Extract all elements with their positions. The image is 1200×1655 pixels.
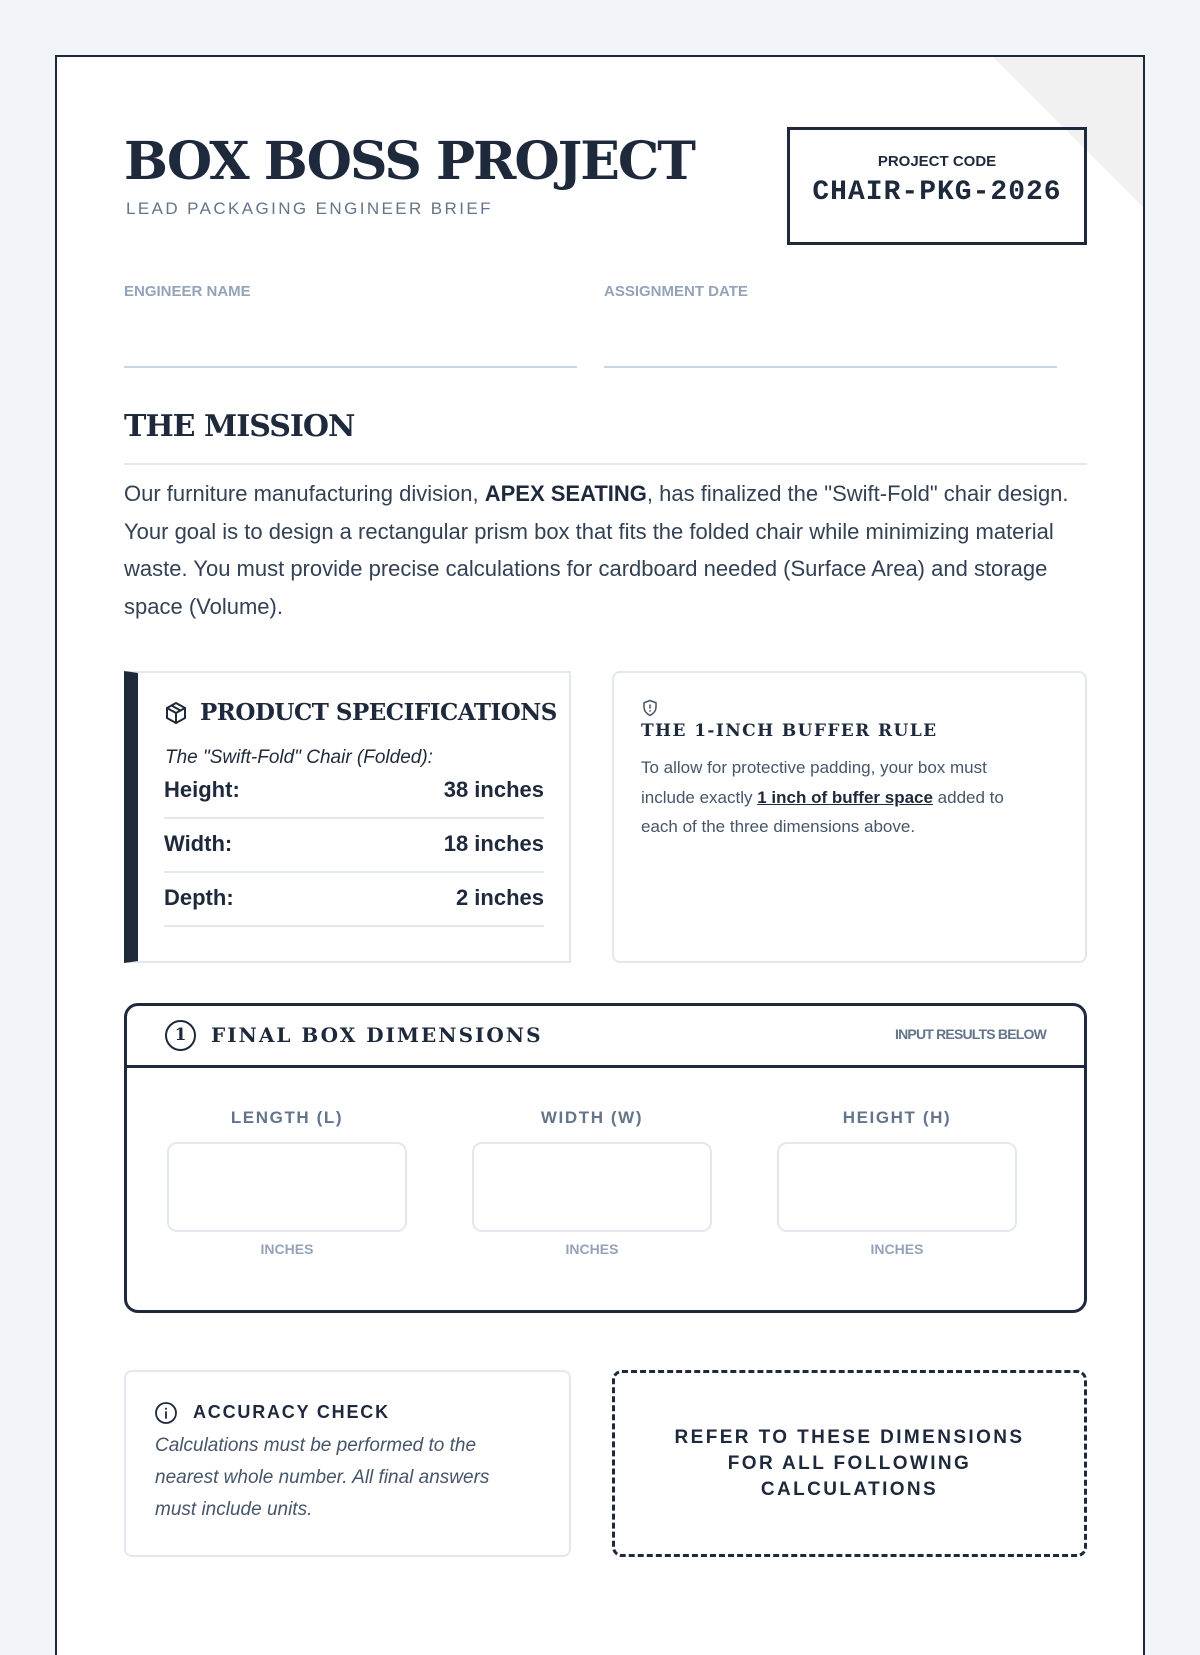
cube-icon bbox=[164, 701, 188, 725]
mission-heading: THE MISSION bbox=[124, 409, 355, 444]
refer-dimensions-note bbox=[612, 1370, 1087, 1557]
step-number-badge: 1 bbox=[165, 1020, 196, 1051]
buffer-text-part: To allow for protective padding, your box must include exactly bbox=[641, 758, 987, 807]
shield-icon bbox=[641, 699, 659, 717]
worksheet-page bbox=[55, 55, 1145, 1655]
spec-label: Height: bbox=[164, 777, 240, 802]
assignment-date-label: ASSIGNMENT DATE bbox=[604, 283, 748, 300]
assignment-date-field[interactable] bbox=[604, 366, 1057, 368]
mission-company: APEX SEATING bbox=[484, 481, 647, 506]
project-code-value: CHAIR-PKG-2026 bbox=[812, 177, 1062, 208]
height-column bbox=[777, 1068, 1017, 1257]
spec-label: Width: bbox=[164, 831, 233, 856]
buffer-highlight: 1 inch of buffer space bbox=[757, 787, 933, 807]
buffer-rule-text bbox=[641, 753, 1041, 842]
page-title: BOX BOSS PROJECT bbox=[124, 131, 694, 192]
buffer-rule-card bbox=[612, 671, 1087, 963]
accuracy-check-title: ACCURACY CHECK bbox=[193, 1402, 390, 1422]
dimensions-header bbox=[127, 1006, 1084, 1068]
spec-value: 18 inches bbox=[443, 831, 544, 856]
mission-divider bbox=[124, 463, 1087, 465]
spec-title: PRODUCT SPECIFICATIONS bbox=[200, 699, 557, 726]
project-code-box bbox=[787, 127, 1087, 245]
width-column bbox=[472, 1068, 712, 1257]
spec-row-height bbox=[164, 763, 544, 819]
buffer-rule-title: THE 1-INCH BUFFER RULE bbox=[641, 721, 938, 741]
length-unit: INCHES bbox=[260, 1241, 314, 1257]
mission-text bbox=[124, 475, 1087, 625]
length-label: LENGTH (L) bbox=[230, 1108, 344, 1127]
accuracy-check-card bbox=[124, 1370, 571, 1557]
buffer-text-part: added to each of the three dimensions above. bbox=[641, 787, 1004, 836]
mission-text-part: , has finalized the "Swift-Fold" chair design. Your goal is to design a rectangular prism box that fits the folded chair while minimizing material waste. You must provide precise calculations for cardboard needed (Surface Area) and storage space (Volume). bbox=[124, 481, 1069, 619]
spec-header bbox=[164, 699, 557, 726]
engineer-name-label: ENGINEER NAME bbox=[124, 283, 251, 300]
length-column bbox=[167, 1068, 407, 1257]
width-input[interactable] bbox=[472, 1142, 712, 1232]
spec-subtitle: The "Swift-Fold" Chair (Folded): bbox=[165, 747, 433, 768]
dimensions-note: INPUT RESULTS BELOW bbox=[895, 1026, 1046, 1042]
height-input[interactable] bbox=[777, 1142, 1017, 1232]
spec-label: Depth: bbox=[164, 885, 234, 910]
engineer-name-field[interactable] bbox=[124, 366, 577, 368]
height-label: HEIGHT (H) bbox=[842, 1108, 952, 1127]
spec-value: 2 inches bbox=[455, 885, 544, 910]
dimensions-title: FINAL BOX DIMENSIONS bbox=[211, 1023, 543, 1047]
length-input[interactable] bbox=[167, 1142, 407, 1232]
mission-text-part: Our furniture manufacturing division, bbox=[124, 481, 485, 506]
width-unit: INCHES bbox=[565, 1241, 619, 1257]
width-label: WIDTH (W) bbox=[540, 1108, 644, 1127]
page-subtitle: LEAD PACKAGING ENGINEER BRIEF bbox=[126, 199, 493, 218]
height-unit: INCHES bbox=[870, 1241, 924, 1257]
final-box-dimensions-panel bbox=[124, 1003, 1087, 1313]
product-specifications-card bbox=[124, 671, 571, 963]
spec-row-width bbox=[164, 817, 544, 873]
spec-row-depth bbox=[164, 871, 544, 927]
spec-value: 38 inches bbox=[443, 777, 544, 802]
info-icon bbox=[154, 1401, 178, 1425]
refer-text: REFER TO THESE DIMENSIONS FOR ALL FOLLOWING CALCULATIONS bbox=[674, 1426, 1025, 1500]
accuracy-check-text: Calculations must be performed to the nearest whole number. All final answers must include units. bbox=[155, 1435, 490, 1520]
project-code-label: PROJECT CODE bbox=[877, 153, 997, 170]
